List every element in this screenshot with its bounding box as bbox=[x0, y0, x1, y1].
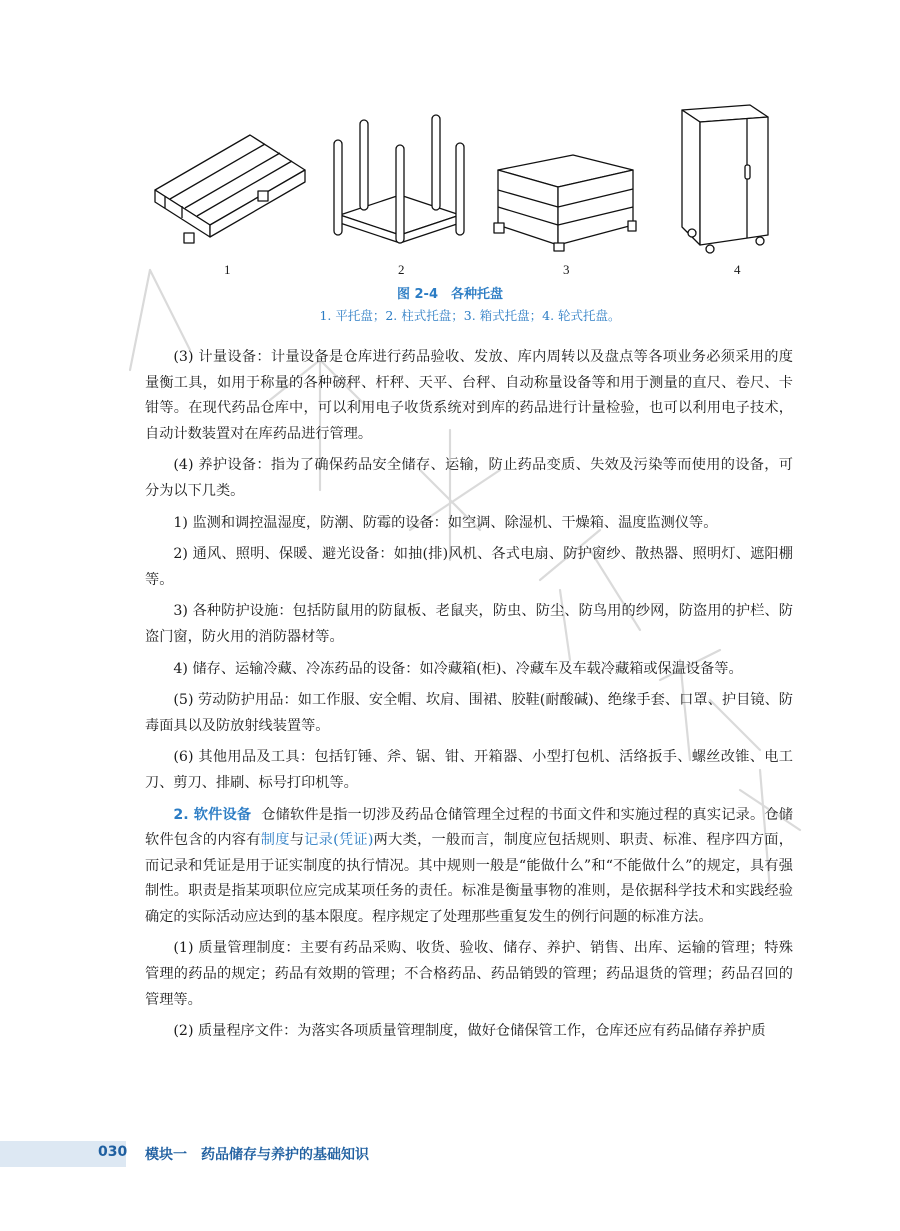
paragraph-measuring-equipment: (3) 计量设备：计量设备是仓库进行药品验收、发放、库内周转以及盘点等各项业务必须采用的度量衡工具，如用于称量的各种磅秤、杆秤、天平、台秤、自动称量设备等和用于测量的直尺、卷尺、卡钳等。在现代药品仓库中，可以利用电子收货系统对到库的药品进行计量检验，也可以利用电子技术，自动计数装置对在库药品进行管理。 bbox=[145, 349, 793, 442]
list-item-cold-storage: 4) 储存、运输冷藏、冷冻药品的设备：如冷藏箱(柜)、冷藏车及车载冷藏箱或保温设备等。 bbox=[173, 660, 743, 677]
list-item-ventilation: 2) 通风、照明、保暖、避光设备：如抽(排)风机、各式电扇、防护窗纱、散热器、照明灯、遮阳棚等。 bbox=[145, 546, 793, 588]
paragraph-quality-procedure: (2) 质量程序文件：为落实各项质量管理制度，做好仓储保管工作，仓库还应有药品储存养护质 bbox=[173, 1023, 766, 1040]
footer-module: 模块一 bbox=[145, 1147, 187, 1163]
paragraph-other-tools: (6) 其他用品及工具：包括钉锤、斧、锯、钳、开箱器、小型打包机、活络扳手、螺丝改锥、电工刀、剪刀、排刷、标号打印机等。 bbox=[145, 749, 793, 791]
footer-chapter-title: 药品储存与养护的基础知识 bbox=[201, 1147, 369, 1163]
figure-subtitle: 1. 平托盘；2. 柱式托盘；3. 箱式托盘；4. 轮式托盘。 bbox=[319, 308, 621, 323]
post-pallet-illustration bbox=[320, 95, 470, 255]
wheeled-pallet-illustration bbox=[670, 95, 780, 255]
paragraph-maintenance-equipment: (4) 养护设备：指为了确保药品安全储存、运输，防止药品变质、失效及污染等而使用的设备，可分为以下几类。 bbox=[145, 457, 793, 499]
term-records: 记录(凭证) bbox=[304, 832, 374, 849]
figure-label-1: 1 bbox=[224, 262, 231, 277]
page-number: 030 bbox=[98, 1144, 128, 1160]
body-text bbox=[145, 345, 793, 1051]
figure-title: 图 2-4 各种托盘 bbox=[396, 287, 503, 302]
list-item-humidity: 1) 监测和调控温湿度，防潮、防霉的设备：如空调、除湿机、干燥箱、温度监测仪等。 bbox=[173, 514, 718, 531]
figure-label-3: 3 bbox=[563, 262, 570, 277]
term-system: 制度 bbox=[260, 832, 290, 849]
software-text-a: 仓储软件是指一切涉及药品仓储管理全过程的书面文件和实施过程的真实记录。仓储软件包含的内容有 bbox=[145, 806, 793, 849]
list-item-protection: 3) 各种防护设施：包括防鼠用的防鼠板、老鼠夹，防虫、防尘、防鸟用的纱网，防盗用的护栏、防盗门窗，防火用的消防器材等。 bbox=[145, 603, 793, 645]
paragraph-software-equipment bbox=[145, 803, 793, 931]
section-heading-software: 2. 软件设备 bbox=[173, 806, 252, 823]
running-footer bbox=[145, 1144, 383, 1164]
figure-label-4: 4 bbox=[734, 262, 741, 277]
flat-pallet-illustration bbox=[140, 95, 320, 245]
software-text-c: 两大类，一般而言，制度应包括规则、职责、标准、程序四方面，而记录和凭证是用于证实制度的执行情况。其中规则一般是“能做什么”和“不能做什么”的规定，具有强制性。职责是指某项职位应完成某项任务的责任。标准是衡量事物的准则，是依据科学技术和实践经验确定的实际活动应达到的基本限度。程序规定了处理那些重复发生的例行问题的标准方法。 bbox=[145, 832, 793, 925]
paragraph-quality-system: (1) 质量管理制度：主要有药品采购、收货、验收、储存、养护、销售、出库、运输的管理；特殊管理的药品的规定；药品有效期的管理；不合格药品、药品销毁的管理；药品退货的管理；药品召回的管理等。 bbox=[145, 940, 793, 1008]
figure-label-2: 2 bbox=[398, 262, 405, 277]
paragraph-labor-protection: (5) 劳动防护用品：如工作服、安全帽、坎肩、围裙、胶鞋(耐酸碱)、绝缘手套、口罩、护目镜、防毒面具以及防放射线装置等。 bbox=[145, 692, 793, 734]
box-pallet-illustration bbox=[488, 95, 638, 255]
software-text-b: 与 bbox=[289, 832, 305, 849]
pallet-figure bbox=[140, 95, 800, 280]
